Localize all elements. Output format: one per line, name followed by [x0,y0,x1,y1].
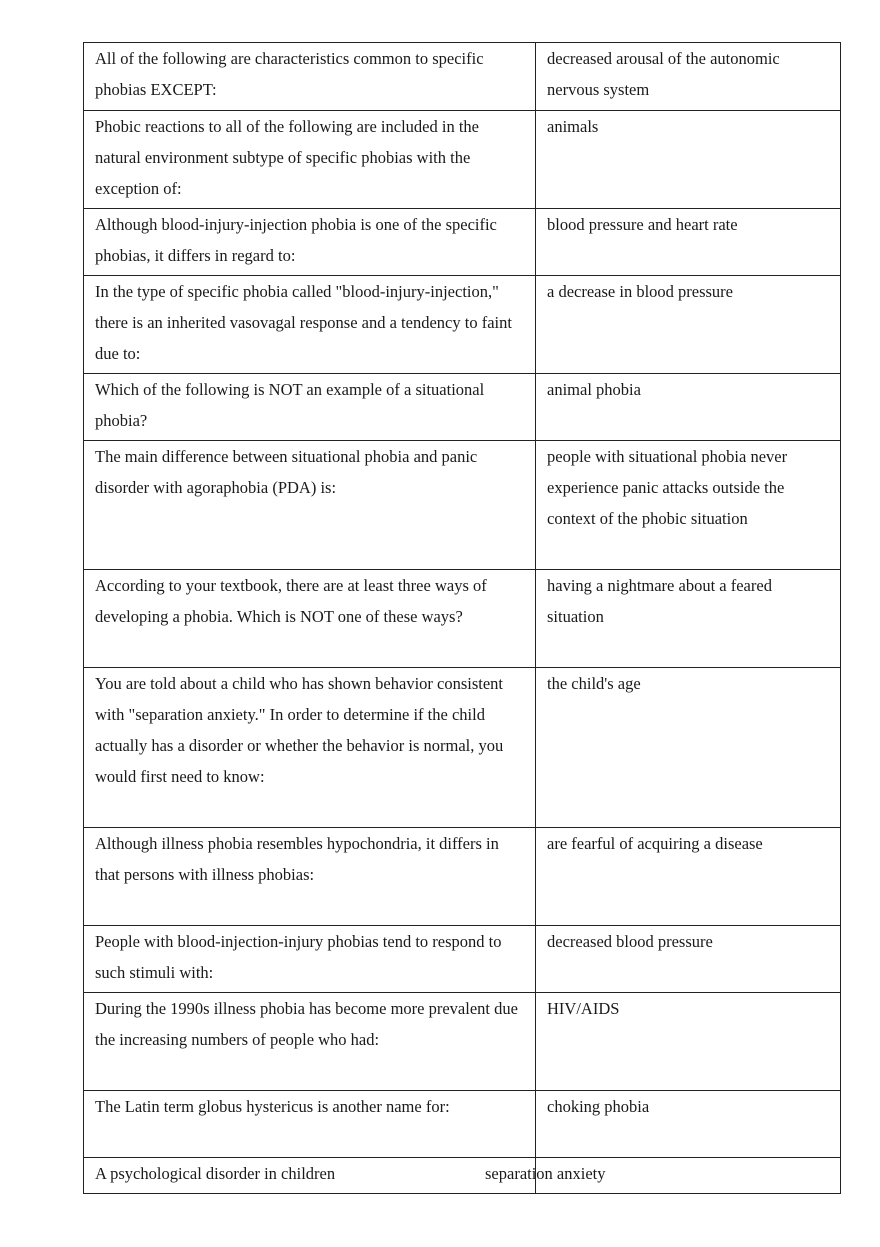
answer-cell [536,993,841,1091]
question-text: You are told about a child who has shown behavior consistent with "separation anxiety." In order to determine if the child actually has a disorder or whether the behavior is normal, you would first need to know: [95,674,504,786]
question-text: A psychological disorder in children [95,1164,336,1183]
answer-text: having a nightmare about a feared situation [547,576,772,626]
table-row [84,828,841,926]
answer-text: HIV/AIDS [547,999,620,1018]
answer-cell [536,209,841,276]
question-cell [84,926,536,993]
question-text: Phobic reactions to all of the following are included in the natural environment subtype of specific phobias with the exception of: [95,117,479,198]
question-text: Which of the following is NOT an example of a situational phobia? [95,380,485,430]
question-text: All of the following are characteristics common to specific phobias EXCEPT: [95,49,484,99]
answer-cell [536,43,841,111]
question-text: The main difference between situational phobia and panic disorder with agoraphobia (PDA) is: [95,447,478,497]
table-row [84,209,841,276]
answer-cell [536,374,841,441]
table-row [84,668,841,828]
answer-cell [536,1091,841,1158]
answer-text: people with situational phobia never experience panic attacks outside the context of the phobic situation [547,447,788,528]
answer-cell [536,441,841,570]
answer-text: decreased blood pressure [547,932,713,951]
question-cell [84,993,536,1091]
answer-cell [536,570,841,668]
question-text: Although illness phobia resembles hypochondria, it differs in that persons with illness phobias: [95,834,499,884]
table-row [84,43,841,111]
question-text: According to your textbook, there are at least three ways of developing a phobia. Which is NOT one of these ways? [95,576,487,626]
question-cell [84,111,536,209]
question-text: Although blood-injury-injection phobia is one of the specific phobias, it differs in regard to: [95,215,497,265]
answer-text: a decrease in blood pressure [547,282,734,301]
answer-text: animal phobia [547,380,641,399]
question-cell [84,209,536,276]
question-cell [84,441,536,570]
flashcard-sheet [83,42,840,1194]
table-row [84,1158,841,1194]
table-row [84,441,841,570]
question-cell [84,276,536,374]
answer-cell [536,111,841,209]
table-row [84,570,841,668]
question-cell [84,570,536,668]
table-row [84,111,841,209]
answer-cell [536,668,841,828]
answer-text: animals [547,117,599,136]
table-row [84,374,841,441]
table-row [84,993,841,1091]
question-cell [84,43,536,111]
table-row [84,926,841,993]
answer-text: the child's age [547,674,641,693]
answer-cell [536,276,841,374]
table-row [84,276,841,374]
question-cell [84,668,536,828]
answer-text: are fearful of acquiring a disease [547,834,763,853]
question-text: The Latin term globus hystericus is another name for: [95,1097,450,1116]
table-row [84,1091,841,1158]
question-cell [84,374,536,441]
question-text: During the 1990s illness phobia has become more prevalent due the increasing numbers of people who had: [95,999,518,1049]
answer-text: separation anxiety [485,1164,606,1183]
answer-text: choking phobia [547,1097,650,1116]
question-cell [84,1091,536,1158]
answer-cell [536,828,841,926]
answer-text: decreased arousal of the autonomic nervous system [547,49,780,99]
qa-table [83,42,841,1194]
question-text: In the type of specific phobia called "blood-injury-injection," there is an inherited vasovagal response and a tendency to faint due to: [95,282,512,363]
question-text: People with blood-injection-injury phobias tend to respond to such stimuli with: [95,932,502,982]
question-cell [84,1158,606,1194]
answer-text: blood pressure and heart rate [547,215,738,234]
answer-cell [536,926,841,993]
question-cell [84,828,536,926]
